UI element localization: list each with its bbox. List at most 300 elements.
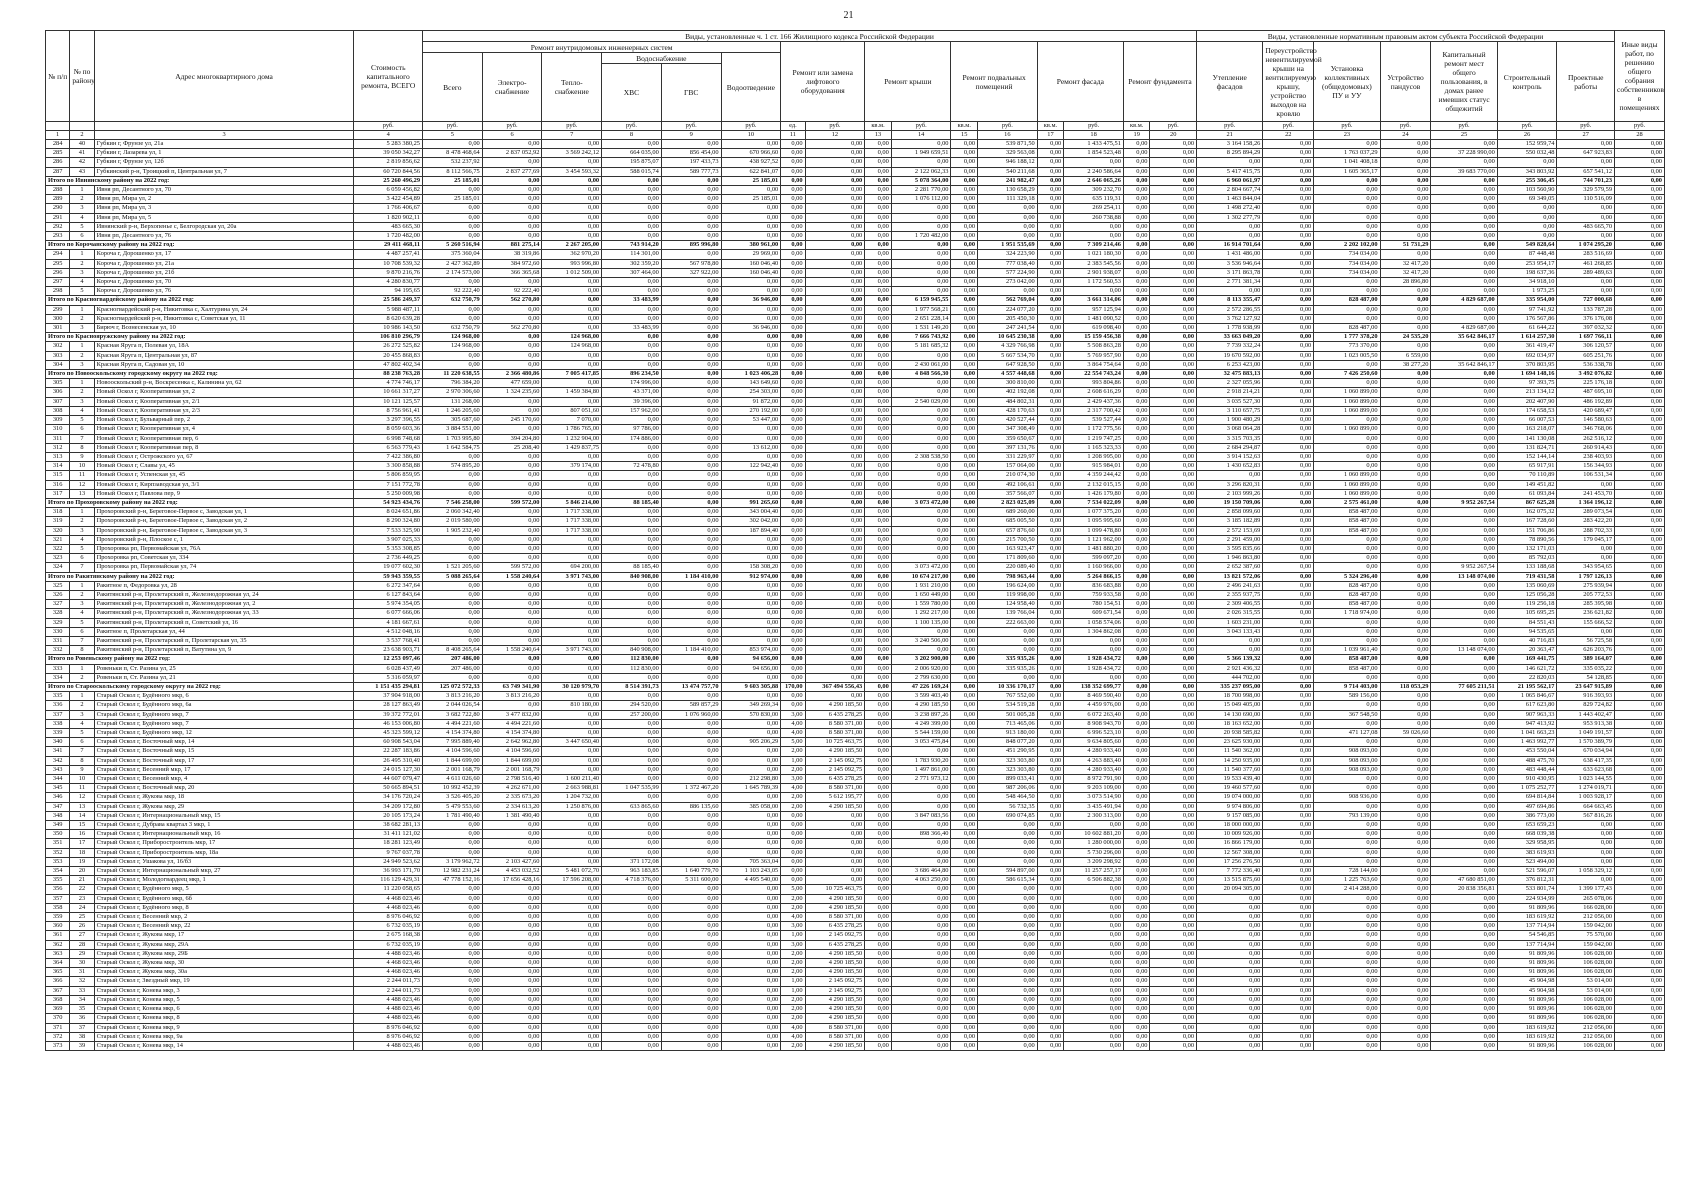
table-cell: 91 872,00 xyxy=(721,397,781,406)
table-cell: 0,00 xyxy=(1615,416,1665,425)
table-cell: 993 996,80 xyxy=(542,259,602,268)
table-cell: 0,00 xyxy=(891,1023,951,1032)
table-cell: 0,00 xyxy=(1431,756,1497,765)
address-cell: Ракитянский р-н, Пролетарский п, Пролетарская ул, 35 xyxy=(94,636,354,645)
table-cell: 5 988 487,11 xyxy=(354,305,423,314)
table-cell: 0,00 xyxy=(1123,867,1150,876)
table-cell: 152 959,74 xyxy=(1497,140,1557,149)
table-cell: 94 656,00 xyxy=(721,664,781,673)
table-cell: 0,00 xyxy=(721,747,781,756)
table-cell: 657 541,12 xyxy=(1557,167,1615,176)
table-cell: 0,00 xyxy=(951,1023,978,1032)
table-cell: 0,00 xyxy=(1123,977,1150,986)
table-cell: 0,00 xyxy=(1123,636,1150,645)
table-cell: 205 450,30 xyxy=(978,314,1038,323)
table-cell: 0,00 xyxy=(482,278,542,287)
address-cell: Новый Оскол г, Острожского ул, 67 xyxy=(94,452,354,461)
table-cell: 0,00 xyxy=(1380,1014,1431,1023)
table-cell: 0,00 xyxy=(865,986,892,995)
table-cell: 664 035,00 xyxy=(602,149,662,158)
table-cell: 0,00 xyxy=(781,287,805,296)
table-cell: 7 534 022,09 xyxy=(1064,498,1124,507)
table-cell: 0,00 xyxy=(951,443,978,452)
table-cell: 0,00 xyxy=(602,360,662,369)
table-cell: 6 xyxy=(70,627,94,636)
table-cell: 4 487 257,41 xyxy=(354,250,423,259)
table-cell: 0,00 xyxy=(891,1041,951,1050)
table-cell: 0,00 xyxy=(1557,158,1615,167)
table-cell: 0,00 xyxy=(1064,977,1124,986)
table-cell: 151 706,86 xyxy=(1497,526,1557,535)
table-cell: 420 527,44 xyxy=(978,416,1038,425)
table-cell: 2 xyxy=(70,388,94,397)
table-cell: 0,00 xyxy=(661,324,721,333)
table-cell: 0,00 xyxy=(978,959,1038,968)
table-cell: 0,00 xyxy=(1037,397,1064,406)
column-number-cell: 20 xyxy=(1150,131,1197,140)
table-cell: 198 637,36 xyxy=(1497,268,1557,277)
table-cell: 0,00 xyxy=(865,1032,892,1041)
table-cell: 0,00 xyxy=(1263,1041,1314,1050)
table-cell: 0,00 xyxy=(1380,673,1431,682)
table-cell: 0,00 xyxy=(865,333,892,342)
table-cell: 10 992 452,39 xyxy=(423,784,483,793)
table-cell: 0,00 xyxy=(1314,443,1380,452)
table-cell: 0,00 xyxy=(951,793,978,802)
table-cell: 9 974 806,00 xyxy=(1197,802,1263,811)
table-cell: 0,00 xyxy=(542,554,602,563)
table-cell: 13 148 074,00 xyxy=(1431,572,1497,581)
table-cell: 0,00 xyxy=(951,1005,978,1014)
table-cell: 0,00 xyxy=(661,968,721,977)
table-cell: 376 176,08 xyxy=(1557,314,1615,323)
table-cell: 197 433,73 xyxy=(661,158,721,167)
table-cell: 0,00 xyxy=(865,314,892,323)
table-cell: 0,00 xyxy=(805,416,865,425)
table-cell: 23 xyxy=(70,894,94,903)
table-cell: 3 422 454,89 xyxy=(354,195,423,204)
table-cell: 0,00 xyxy=(1615,489,1665,498)
table-cell: 0,00 xyxy=(1150,784,1197,793)
table-cell: 37 904 918,00 xyxy=(354,692,423,701)
table-cell: 56 732,35 xyxy=(978,802,1038,811)
table-cell: 692 034,97 xyxy=(1497,351,1557,360)
table-cell: 372 xyxy=(46,1032,70,1041)
table-cell: 3 068 064,28 xyxy=(1197,425,1263,434)
table-cell: 0,00 xyxy=(1123,793,1150,802)
table-cell: 1 717 338,00 xyxy=(542,526,602,535)
table-cell: 2 355 937,75 xyxy=(1197,590,1263,599)
table-cell: 0,00 xyxy=(661,544,721,553)
table-row xyxy=(46,535,1665,544)
table-cell: 0,00 xyxy=(1263,259,1314,268)
table-cell: 0,00 xyxy=(1123,232,1150,241)
table-row xyxy=(46,885,1665,894)
table-cell: 0,00 xyxy=(482,1041,542,1050)
table-row xyxy=(46,425,1665,434)
address-cell: Новый Оскол г, Кирпзаводская ул, 3/1 xyxy=(94,480,354,489)
table-cell: 0,00 xyxy=(602,765,662,774)
table-cell: 0,00 xyxy=(805,498,865,507)
table-cell: 694 200,00 xyxy=(542,563,602,572)
address-cell: Новый Оскол г, Бульварный пер, 2 xyxy=(94,416,354,425)
table-cell: 85 792,03 xyxy=(1497,554,1557,563)
table-cell: 744 701,23 xyxy=(1557,176,1615,185)
table-cell: 0,00 xyxy=(1150,416,1197,425)
table-cell: 3 209 298,92 xyxy=(1064,857,1124,866)
address-cell: Новый Оскол г, Павлова пер, 9 xyxy=(94,489,354,498)
table-cell: 323 xyxy=(46,554,70,563)
table-cell: 0,00 xyxy=(602,140,662,149)
table-cell: 133 787,28 xyxy=(1557,305,1615,314)
table-cell: 807 051,60 xyxy=(542,406,602,415)
table-cell: 2 798 516,40 xyxy=(482,775,542,784)
table-cell: 3 907 025,33 xyxy=(354,535,423,544)
table-cell: 0,00 xyxy=(1263,416,1314,425)
table-cell: 2 771 381,34 xyxy=(1197,278,1263,287)
table-cell: 0,00 xyxy=(1037,627,1064,636)
table-cell: 314 xyxy=(46,462,70,471)
table-cell: 0,00 xyxy=(865,867,892,876)
table-cell: 8 620 639,28 xyxy=(354,314,423,323)
table-cell: 0,00 xyxy=(865,682,892,691)
address-cell: Прохоровский р-н, Береговое-Первое с, Заводская ул, 3 xyxy=(94,526,354,535)
table-cell: 957 125,94 xyxy=(1064,305,1124,314)
table-cell: 4 290 185,50 xyxy=(805,968,865,977)
table-cell: 0,00 xyxy=(482,406,542,415)
table-cell: 0,00 xyxy=(951,949,978,958)
table-cell: 0,00 xyxy=(805,544,865,553)
table-cell: 0,00 xyxy=(865,232,892,241)
table-cell: 4 774 746,17 xyxy=(354,379,423,388)
table-cell: 858 487,00 xyxy=(1314,655,1380,664)
table-cell: 5 250 009,98 xyxy=(354,489,423,498)
table-cell: 0,00 xyxy=(1380,839,1431,848)
address-cell: Старый Оскол г, Конева мкр, 14 xyxy=(94,1041,354,1050)
table-cell: 0,00 xyxy=(602,535,662,544)
table-cell: 0,00 xyxy=(865,894,892,903)
table-cell: 1 642 584,75 xyxy=(423,443,483,452)
table-cell: 0,00 xyxy=(805,406,865,415)
table-cell: 8 xyxy=(70,646,94,655)
table-cell: 0,00 xyxy=(891,204,951,213)
table-cell: 0,00 xyxy=(1431,765,1497,774)
table-cell: 0,00 xyxy=(1314,903,1380,912)
table-cell: 0,00 xyxy=(1197,968,1263,977)
table-cell: 0,00 xyxy=(661,1041,721,1050)
table-cell: 1 049 191,57 xyxy=(1557,729,1615,738)
table-cell: 0,00 xyxy=(1380,425,1431,434)
table-cell: 0,00 xyxy=(805,664,865,673)
table-cell: 0,00 xyxy=(1615,259,1665,268)
table-cell: 0,00 xyxy=(721,213,781,222)
table-cell: 4 290 185,50 xyxy=(805,903,865,912)
table-cell: 0,00 xyxy=(865,968,892,977)
table-cell: 0,00 xyxy=(1263,692,1314,701)
table-cell: 477 659,00 xyxy=(482,379,542,388)
table-cell: 0,00 xyxy=(1557,839,1615,848)
table-cell: 6 159 945,55 xyxy=(891,296,951,305)
table-cell: 2 429 437,36 xyxy=(1064,397,1124,406)
table-cell: 1 844 699,00 xyxy=(482,756,542,765)
table-cell: 0,00 xyxy=(721,204,781,213)
table-cell: 0,00 xyxy=(1037,489,1064,498)
table-cell: 384 972,60 xyxy=(482,259,542,268)
table-cell: 0,00 xyxy=(423,1005,483,1014)
table-cell: 0,00 xyxy=(721,839,781,848)
table-cell: 0,00 xyxy=(865,213,892,222)
table-cell: 0,00 xyxy=(1037,931,1064,940)
table-cell: 59 026,60 xyxy=(1380,729,1431,738)
table-cell: 0,00 xyxy=(482,351,542,360)
table-row xyxy=(46,149,1665,158)
table-cell: 0,00 xyxy=(1037,232,1064,241)
table-cell: 0,00 xyxy=(865,526,892,535)
table-cell: 0,00 xyxy=(423,140,483,149)
unit-cell: руб. xyxy=(805,122,865,131)
table-cell: 0,00 xyxy=(1123,278,1150,287)
table-cell: 0,00 xyxy=(1380,416,1431,425)
table-row xyxy=(46,811,1665,820)
table-cell: 0,00 xyxy=(1197,1032,1263,1041)
table-cell: 0,00 xyxy=(1123,968,1150,977)
table-cell: 728 144,00 xyxy=(1314,867,1380,876)
table-cell: 0,00 xyxy=(661,204,721,213)
table-cell: 327 xyxy=(46,600,70,609)
table-cell: 4 290 185,50 xyxy=(805,747,865,756)
table-cell: 0,00 xyxy=(1431,195,1497,204)
table-cell: 1 763 037,29 xyxy=(1314,149,1380,158)
table-cell: 3 537 768,41 xyxy=(354,636,423,645)
table-cell: 5 316 059,97 xyxy=(354,673,423,682)
table-cell: 0,00 xyxy=(1431,462,1497,471)
table-cell: 0,00 xyxy=(1380,434,1431,443)
table-cell: 0,00 xyxy=(805,222,865,231)
table-cell: 0,00 xyxy=(1123,333,1150,342)
table-cell: 0,00 xyxy=(805,600,865,609)
table-cell: 0,00 xyxy=(602,618,662,627)
table-cell: 0,00 xyxy=(1123,360,1150,369)
table-cell: 0,00 xyxy=(721,949,781,958)
table-cell: 428 170,63 xyxy=(978,406,1038,415)
table-cell: 5 353 308,85 xyxy=(354,544,423,553)
table-cell: 0,00 xyxy=(1314,416,1380,425)
table-cell: 124 968,00 xyxy=(542,333,602,342)
table-cell: 9 157 085,00 xyxy=(1197,811,1263,820)
table-cell: 0,00 xyxy=(602,913,662,922)
table-cell: 0,00 xyxy=(1314,379,1380,388)
table-cell: 0,00 xyxy=(423,314,483,323)
table-cell: 0,00 xyxy=(1263,876,1314,885)
table-row xyxy=(46,314,1665,323)
table-cell: 0,00 xyxy=(602,186,662,195)
table-row xyxy=(46,940,1665,949)
table-cell: 14 130 690,00 xyxy=(1197,710,1263,719)
table-cell: 0,00 xyxy=(891,425,951,434)
table-cell: 366 365,68 xyxy=(482,268,542,277)
table-cell: 1 703 995,80 xyxy=(423,434,483,443)
table-cell: 365 xyxy=(46,968,70,977)
table-cell: 0,00 xyxy=(781,222,805,231)
table-cell: 0,00 xyxy=(1431,692,1497,701)
table-cell: 0,00 xyxy=(1123,618,1150,627)
table-cell: 25 185,01 xyxy=(721,195,781,204)
table-cell: 0,00 xyxy=(1380,213,1431,222)
address-cell: Старый Оскол г, Ушакова ул, 16/б3 xyxy=(94,857,354,866)
table-cell: 46 153 006,80 xyxy=(354,719,423,728)
table-cell: 0,00 xyxy=(423,480,483,489)
table-cell: 0,00 xyxy=(865,452,892,461)
header-address: Адрес многоквартирного дома xyxy=(94,31,354,122)
table-cell: 5 544 159,00 xyxy=(891,729,951,738)
table-cell: 0,00 xyxy=(1064,673,1124,682)
table-cell: 0,00 xyxy=(1615,278,1665,287)
table-cell: 4 290 185,50 xyxy=(805,959,865,968)
table-cell: 0,00 xyxy=(805,471,865,480)
table-cell: 0,00 xyxy=(1123,839,1150,848)
table-cell: 0,00 xyxy=(721,434,781,443)
address-cell: Короча г, Дорошенко ул, 70 xyxy=(94,278,354,287)
table-cell: 0,00 xyxy=(1431,314,1497,323)
table-cell: 0,00 xyxy=(1197,471,1263,480)
table-cell: 0,00 xyxy=(1615,425,1665,434)
table-cell: 0,00 xyxy=(1431,968,1497,977)
table-cell: 0,00 xyxy=(865,775,892,784)
table-cell: 0,00 xyxy=(951,922,978,931)
table-cell: 3 686 464,80 xyxy=(891,867,951,876)
table-cell: 0,00 xyxy=(1150,351,1197,360)
table-cell: 0,00 xyxy=(661,278,721,287)
table-cell: 2 572 286,55 xyxy=(1197,305,1263,314)
header-group-water: Водоснабжение xyxy=(602,53,721,64)
total-label: Итого по Красногвардейскому району на 2022 год: xyxy=(46,296,354,305)
table-cell: 0,00 xyxy=(1615,222,1665,231)
table-cell: 828 487,00 xyxy=(1314,296,1380,305)
table-cell: 0,00 xyxy=(1431,370,1497,379)
table-cell: 4 290 185,50 xyxy=(805,949,865,958)
table-cell: 848 077,20 xyxy=(978,738,1038,747)
table-cell: 0,00 xyxy=(1314,232,1380,241)
table-cell: 0,00 xyxy=(1615,848,1665,857)
table-cell: 0,00 xyxy=(1431,213,1497,222)
table-cell: 0,00 xyxy=(951,710,978,719)
table-cell: 1 900 480,29 xyxy=(1197,416,1263,425)
table-cell: 0,00 xyxy=(1123,443,1150,452)
table-cell: 35 642 846,17 xyxy=(1431,360,1497,369)
table-cell: 336 xyxy=(46,701,70,710)
table-cell: 0,00 xyxy=(805,508,865,517)
table-cell: 828 487,00 xyxy=(1314,590,1380,599)
table-cell: 0,00 xyxy=(482,848,542,857)
table-cell: 25 185,01 xyxy=(721,176,781,185)
table-row xyxy=(46,544,1665,553)
table-cell: 6 xyxy=(70,232,94,241)
table-row xyxy=(46,287,1665,296)
table-cell: 0,00 xyxy=(1037,314,1064,323)
table-cell: 0,00 xyxy=(1380,775,1431,784)
table-cell: 5 974 354,05 xyxy=(354,600,423,609)
table-cell: 1 781 490,40 xyxy=(423,811,483,820)
table-cell: 0,00 xyxy=(1037,517,1064,526)
table-cell: 0,00 xyxy=(1123,406,1150,415)
table-cell: 33 xyxy=(70,986,94,995)
table-cell: 0,00 xyxy=(1263,544,1314,553)
table-cell: 0,00 xyxy=(602,747,662,756)
table-cell: 356 xyxy=(46,885,70,894)
table-cell: 375 360,04 xyxy=(423,250,483,259)
table-cell: 0,00 xyxy=(891,949,951,958)
table-cell: 0,00 xyxy=(951,333,978,342)
table-cell: 0,00 xyxy=(865,278,892,287)
table-cell: 332 xyxy=(46,646,70,655)
table-row xyxy=(46,719,1665,728)
table-cell: 689 260,00 xyxy=(978,508,1038,517)
address-cell: Ивнянский р-н, Верхопенье с, Белгородская ул, 20а xyxy=(94,222,354,231)
table-cell: 0,00 xyxy=(542,186,602,195)
table-cell: 0,00 xyxy=(951,416,978,425)
table-cell: 0,00 xyxy=(805,535,865,544)
table-cell: 0,00 xyxy=(661,765,721,774)
table-cell: 0,00 xyxy=(1380,821,1431,830)
table-cell: 0,00 xyxy=(1263,167,1314,176)
table-cell: 88 238 763,28 xyxy=(354,370,423,379)
table-cell: 540 211,68 xyxy=(978,167,1038,176)
address-cell: Губкин г, Лазарева ул, 1 xyxy=(94,149,354,158)
table-cell: 4 453 032,52 xyxy=(482,867,542,876)
table-cell: 285 xyxy=(46,149,70,158)
table-cell: 0,00 xyxy=(805,278,865,287)
table-cell: 170,00 xyxy=(781,682,805,691)
table-cell: 0,00 xyxy=(805,324,865,333)
district-total-row xyxy=(46,296,1665,305)
table-cell: 1 225 763,60 xyxy=(1314,876,1380,885)
table-cell: 371 xyxy=(46,1023,70,1032)
table-cell: 0,00 xyxy=(1431,913,1497,922)
table-cell: 131 268,00 xyxy=(423,397,483,406)
table-cell: 0,00 xyxy=(1123,186,1150,195)
table-cell: 0,00 xyxy=(951,802,978,811)
table-cell: 4,00 xyxy=(781,1032,805,1041)
table-cell: 0,00 xyxy=(1314,434,1380,443)
table-cell: 2 xyxy=(70,259,94,268)
table-row xyxy=(46,673,1665,682)
table-cell: 0,00 xyxy=(1123,857,1150,866)
table-cell: 61 644,22 xyxy=(1497,324,1557,333)
table-cell: 0,00 xyxy=(661,388,721,397)
table-cell: 131 824,71 xyxy=(1497,443,1557,452)
table-cell: 51 731,29 xyxy=(1380,241,1431,250)
table-cell: 0,00 xyxy=(1615,167,1665,176)
table-cell: 0,00 xyxy=(1615,747,1665,756)
table-cell: 0,00 xyxy=(1431,434,1497,443)
table-cell: 77 605 211,51 xyxy=(1431,682,1497,691)
table-cell: 0,00 xyxy=(721,360,781,369)
table-cell: 124 958,40 xyxy=(978,600,1038,609)
table-cell: 0,00 xyxy=(781,609,805,618)
table-cell: 0,00 xyxy=(602,480,662,489)
column-number-cell: 2 xyxy=(70,131,94,140)
table-cell: 0,00 xyxy=(951,747,978,756)
table-cell: 174 996,00 xyxy=(602,379,662,388)
table-cell: 0,00 xyxy=(423,922,483,931)
table-cell: 0,00 xyxy=(1314,1032,1380,1041)
table-cell: 0,00 xyxy=(602,314,662,323)
table-cell: 255 306,45 xyxy=(1497,176,1557,185)
table-cell: 25 185,01 xyxy=(423,176,483,185)
table-cell: 0,00 xyxy=(1615,1023,1665,1032)
table-cell: 0,00 xyxy=(805,241,865,250)
table-cell: 0,00 xyxy=(951,729,978,738)
